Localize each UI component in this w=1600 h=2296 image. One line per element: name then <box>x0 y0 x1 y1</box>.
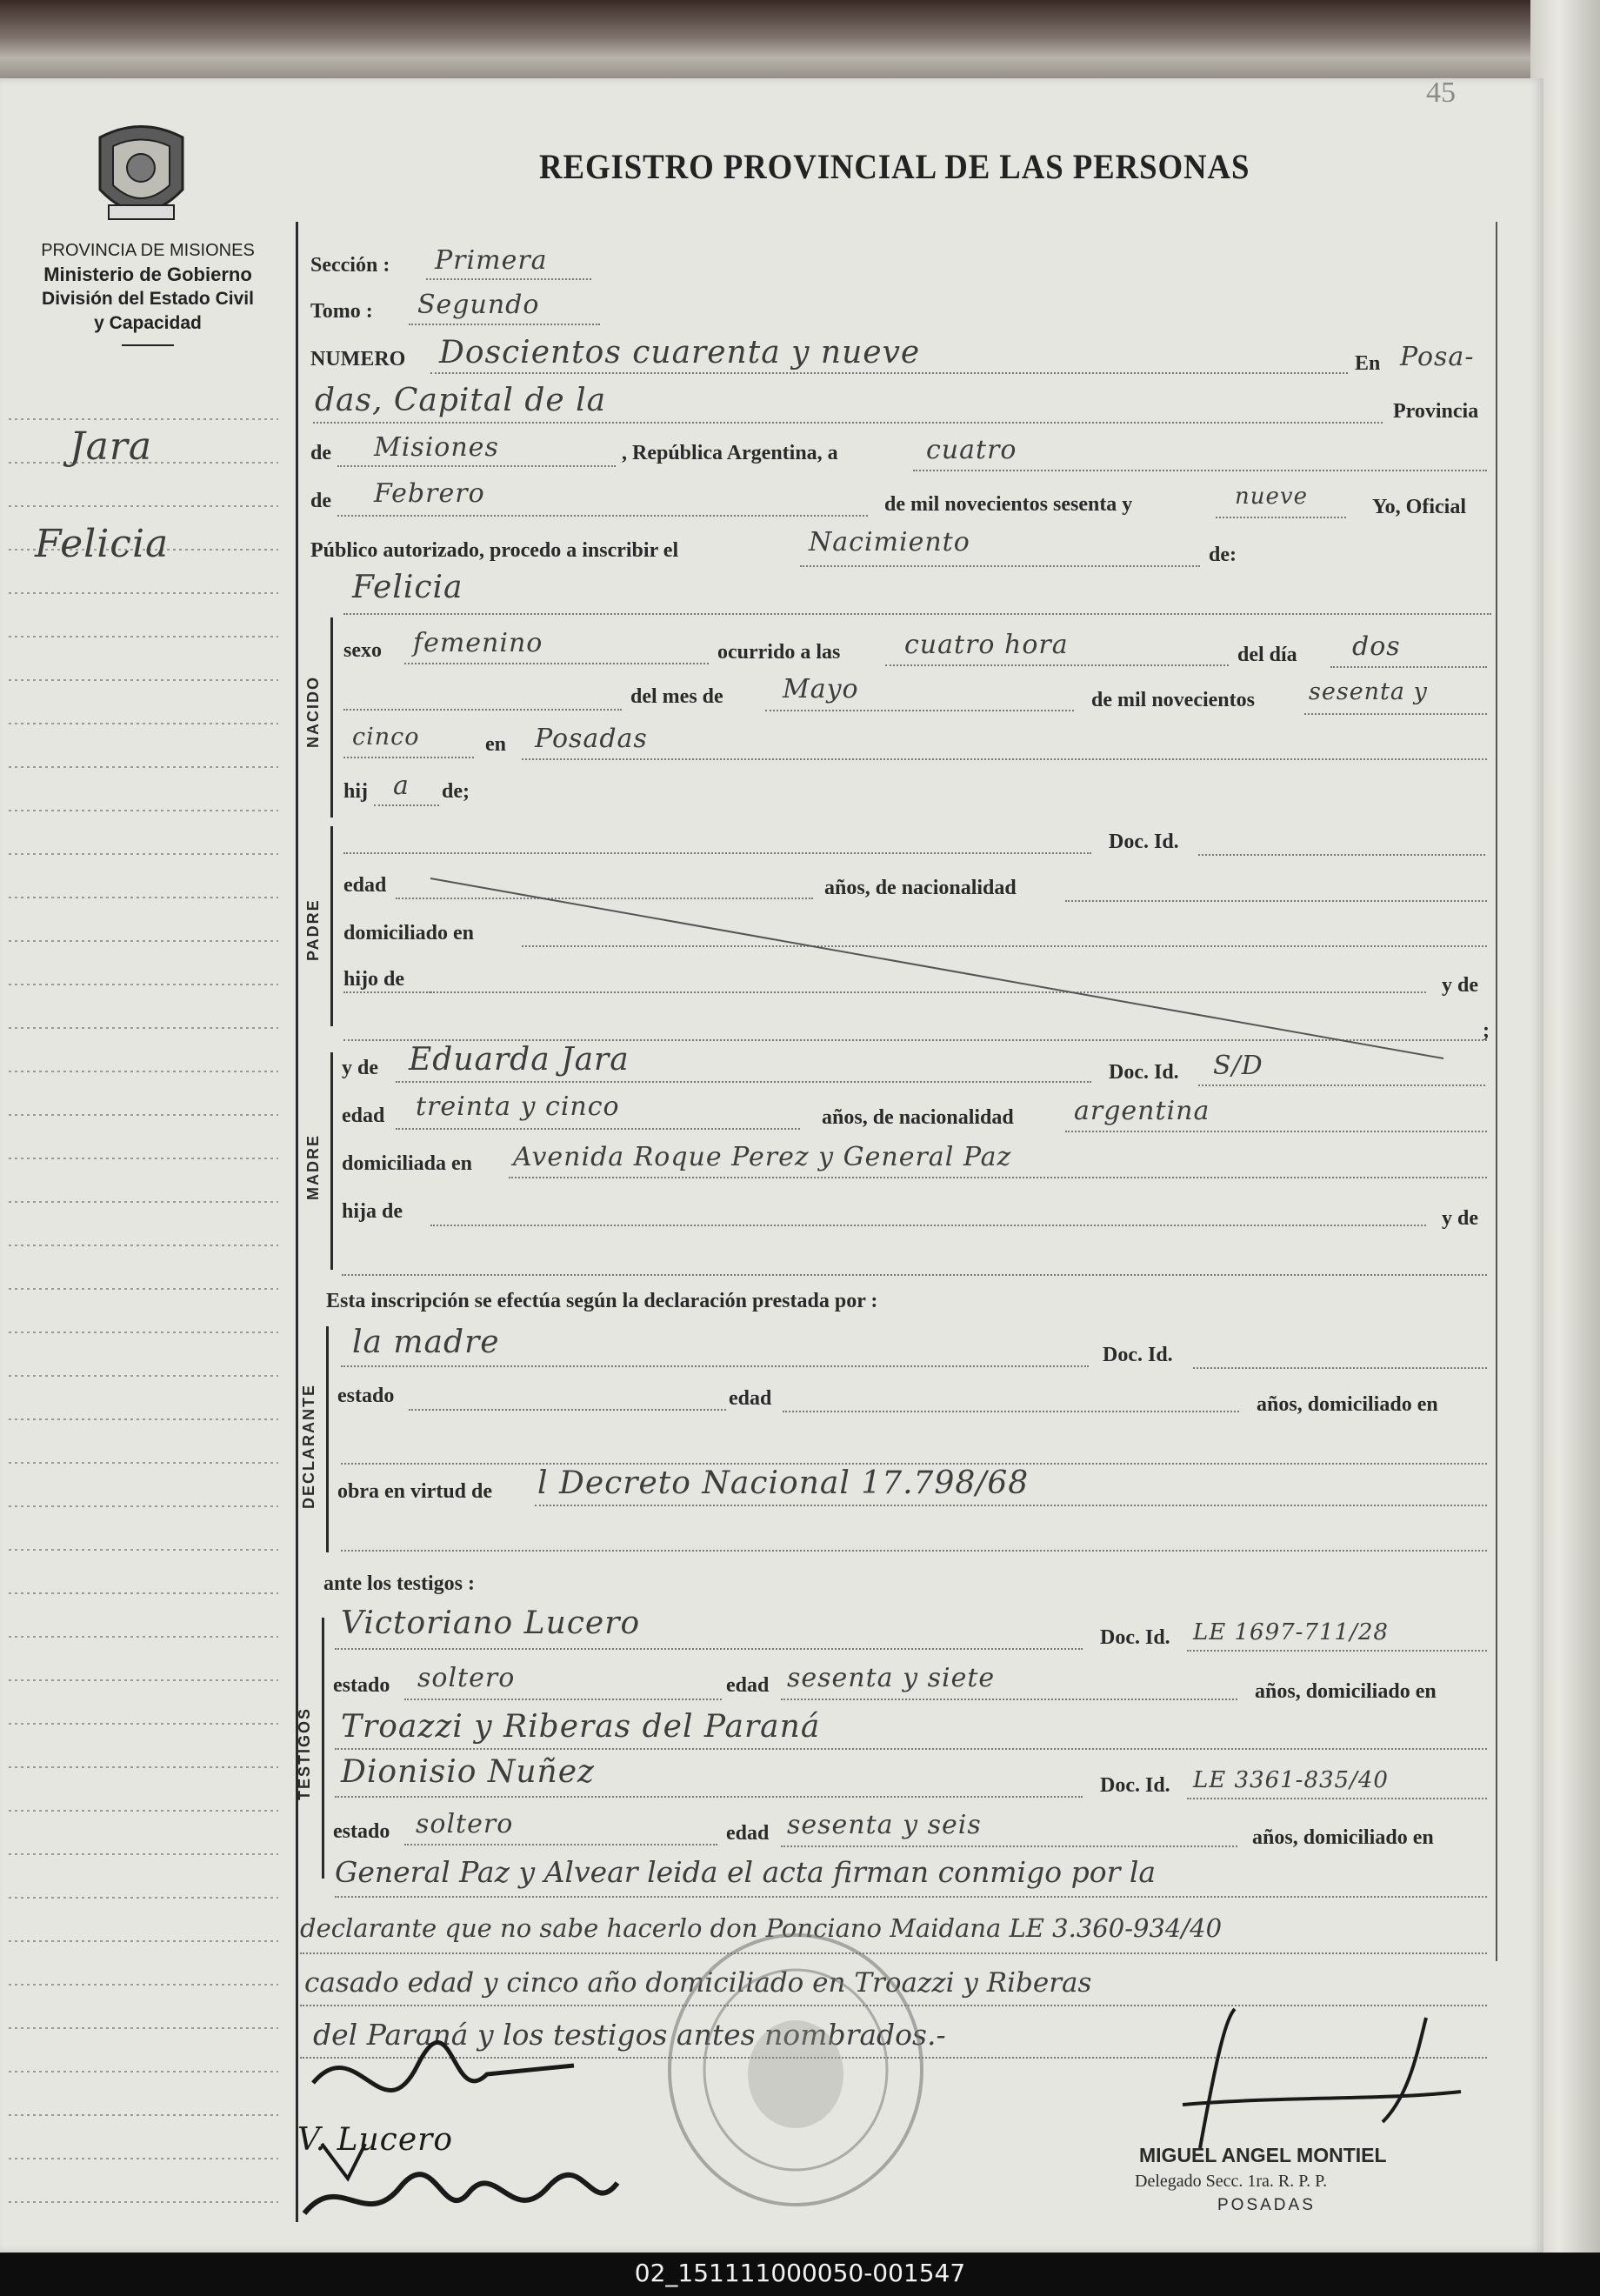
note-line-3: casado edad y cinco año domiciliado en Troazzi y Riberas <box>304 1967 1092 1999</box>
label-padre-doc: Doc. Id. <box>1109 831 1179 853</box>
madre-bracket <box>330 1052 333 1270</box>
label-testigo2-edad: edad <box>726 1822 770 1845</box>
declarante-bracket <box>326 1326 329 1552</box>
value-provincia: Misiones <box>374 432 499 463</box>
label-en: En <box>1355 352 1381 375</box>
label-provincia: Provincia <box>1393 400 1479 423</box>
value-madre-edad: treinta y cinco <box>416 1091 620 1122</box>
label-padre-domicilio: domiciliado en <box>343 922 475 944</box>
label-del-dia: del día <box>1237 644 1297 666</box>
book-cover-edge <box>0 0 1600 83</box>
section-label-madre: MADRE <box>304 1134 322 1200</box>
value-ciudad-1: Posa- <box>1400 342 1475 372</box>
value-declarante: la madre <box>352 1325 500 1360</box>
label-yo-oficial: Yo, Oficial <box>1372 496 1466 518</box>
value-anio-nacimiento-1: sesenta y <box>1309 678 1428 705</box>
label-testigo2-doc: Doc. Id. <box>1100 1774 1170 1797</box>
label-testigo2-estado: estado <box>333 1820 390 1843</box>
padre-bracket <box>330 826 333 1026</box>
value-testigo1-domicilio: Troazzi y Riberas del Paraná <box>341 1709 821 1745</box>
value-dia-inscripcion: cuatro <box>926 435 1017 465</box>
section-label-nacido: NACIDO <box>304 676 322 748</box>
org-line-4: y Capacidad <box>94 313 202 333</box>
value-obra-virtud: l Decreto Nacional 17.798/68 <box>537 1465 1030 1501</box>
org-line-2: Ministerio de Gobierno <box>43 264 252 285</box>
label-padre-edad: edad <box>343 874 387 897</box>
page-number: 45 <box>1426 77 1456 109</box>
label-tomo: Tomo : <box>310 300 373 323</box>
label-sexo: sexo <box>343 639 382 662</box>
value-mes-inscripcion: Febrero <box>374 478 485 509</box>
value-ciudad-2: das, Capital de la <box>315 383 607 418</box>
label-de-mes: de <box>310 490 331 512</box>
label-hij: hij <box>343 780 369 803</box>
label-declarante-estado: estado <box>337 1385 395 1407</box>
label-de-provincia: de <box>310 442 331 464</box>
label-padre-hijo-de: hijo de <box>343 968 405 991</box>
margin-given-name: Felicia <box>35 522 170 566</box>
value-testigo1-nombre: Victoriano Lucero <box>341 1605 641 1641</box>
value-seccion: Primera <box>435 245 548 276</box>
padre-strike-line <box>426 874 1470 1065</box>
section-label-declarante: DECLARANTE <box>300 1384 317 1509</box>
label-madre-hija-de: hija de <box>342 1200 403 1223</box>
value-madre-nombre: Eduarda Jara <box>409 1042 630 1078</box>
nacido-bracket <box>330 617 333 818</box>
label-testigo1-estado: estado <box>333 1674 390 1697</box>
label-seccion: Sección : <box>310 254 390 277</box>
witness-signature: V. Lucero <box>297 2122 454 2158</box>
margin-surname: Jara <box>70 424 153 469</box>
value-acto: Nacimiento <box>809 527 970 557</box>
official-signature <box>1096 2000 1478 2157</box>
value-testigo1-estado: soltero <box>417 1663 516 1693</box>
value-testigo2-estado: soltero <box>416 1809 514 1839</box>
label-madre-doc: Doc. Id. <box>1109 1061 1179 1084</box>
section-label-testigos: TESTIGOS <box>296 1706 313 1800</box>
label-padre-nacionalidad: años, de nacionalidad <box>824 877 1017 899</box>
label-numero: NUMERO <box>310 348 406 370</box>
label-madre-edad: edad <box>342 1105 385 1127</box>
value-anio-inscripcion: nueve <box>1235 484 1308 510</box>
stamp-city: POSADAS <box>1217 2196 1316 2214</box>
label-ocurrido: ocurrido a las <box>717 641 841 664</box>
value-nombre: Felicia <box>352 570 463 605</box>
value-testigo1-doc: LE 1697-711/28 <box>1193 1619 1389 1645</box>
label-de-semicolon: de; <box>442 780 470 803</box>
label-testigo1-edad: edad <box>726 1674 770 1697</box>
label-mil-novecientos-sesenta: de mil novecientos sesenta y <box>884 493 1133 516</box>
header-rule <box>122 344 174 346</box>
value-madre-nacionalidad: argentina <box>1074 1096 1210 1126</box>
issuing-authority <box>0 238 296 346</box>
value-mes-nacimiento: Mayo <box>783 674 859 704</box>
value-dia-nacimiento: dos <box>1352 631 1401 662</box>
label-republica: , República Argentina, a <box>622 442 838 464</box>
value-sexo: femenino <box>413 628 543 658</box>
provincial-emblem-icon <box>91 120 191 229</box>
value-testigo2-nombre: Dionisio Nuñez <box>341 1754 595 1790</box>
label-padre-semicolon: ; <box>1483 1019 1490 1042</box>
value-numero: Doscientos cuarenta y nueve <box>439 335 921 370</box>
label-publico: Público autorizado, procedo a inscribir el <box>310 539 679 562</box>
label-ante-testigos: ante los testigos : <box>323 1572 475 1595</box>
value-hora: cuatro hora <box>904 630 1069 660</box>
label-madre-y-de-2: y de <box>1442 1207 1478 1230</box>
note-line-4: del Paraná y los testigos antes nombrados.- <box>313 2018 946 2052</box>
label-testigo1-doc: Doc. Id. <box>1100 1626 1170 1649</box>
document-title: REGISTRO PROVINCIAL DE LAS PERSONAS <box>539 147 1250 186</box>
label-padre-y-de: y de <box>1442 974 1478 997</box>
label-madre-nacionalidad: años, de nacionalidad <box>822 1106 1014 1129</box>
label-obra: obra en virtud de <box>337 1480 493 1503</box>
value-testigo1-edad: sesenta y siete <box>787 1663 996 1693</box>
label-de-colon: de: <box>1209 544 1237 566</box>
label-declarante-edad: edad <box>729 1387 772 1410</box>
value-hij-suffix: a <box>393 771 410 801</box>
official-seal-icon <box>661 1926 930 2213</box>
label-declarante-doc: Doc. Id. <box>1103 1344 1173 1366</box>
label-testigo2-domicilio: años, domiciliado en <box>1252 1826 1434 1849</box>
value-anio-nacimiento-2: cinco <box>352 724 420 751</box>
value-testigo2-doc: LE 3361-835/40 <box>1193 1767 1389 1793</box>
label-testigo1-domicilio: años, domiciliado en <box>1255 1680 1437 1703</box>
value-madre-doc: S/D <box>1213 1051 1263 1081</box>
form-left-border <box>296 222 298 2222</box>
form-right-border <box>1496 222 1497 1961</box>
label-mil-novecientos: de mil novecientos <box>1091 689 1255 711</box>
label-madre-y-de: y de <box>342 1057 378 1079</box>
org-line-3: División del Estado Civil <box>42 289 254 309</box>
label-inscripcion: Esta inscripción se efectúa según la declaración prestada por : <box>326 1290 878 1312</box>
section-label-padre: PADRE <box>304 898 322 961</box>
value-madre-domicilio: Avenida Roque Perez y General Paz <box>513 1142 1012 1172</box>
note-line-1: General Paz y Alvear leida el acta firman conmigo por la <box>335 1855 1157 1889</box>
stamp-role: Delegado Secc. 1ra. R. P. P. <box>1135 2172 1328 2191</box>
file-id: 02_151111000050-001547 <box>634 2259 966 2287</box>
label-madre-domicilio: domiciliada en <box>342 1152 473 1175</box>
value-lugar-nacimiento: Posadas <box>535 724 648 754</box>
label-del-mes: del mes de <box>630 685 723 708</box>
stamp-name: MIGUEL ANGEL MONTIEL <box>1139 2144 1387 2166</box>
value-tomo: Segundo <box>417 290 540 320</box>
label-en-lugar: en <box>485 733 506 756</box>
org-line-1: PROVINCIA DE MISIONES <box>41 241 255 260</box>
note-line-2: declarante que no sabe hacerlo don Ponciano Maidana LE 3.360-934/40 <box>300 1913 1223 1943</box>
value-testigo2-edad: sesenta y seis <box>787 1810 982 1840</box>
label-declarante-domicilio: años, domiciliado en <box>1257 1393 1438 1416</box>
testigos-bracket <box>322 1618 324 1879</box>
